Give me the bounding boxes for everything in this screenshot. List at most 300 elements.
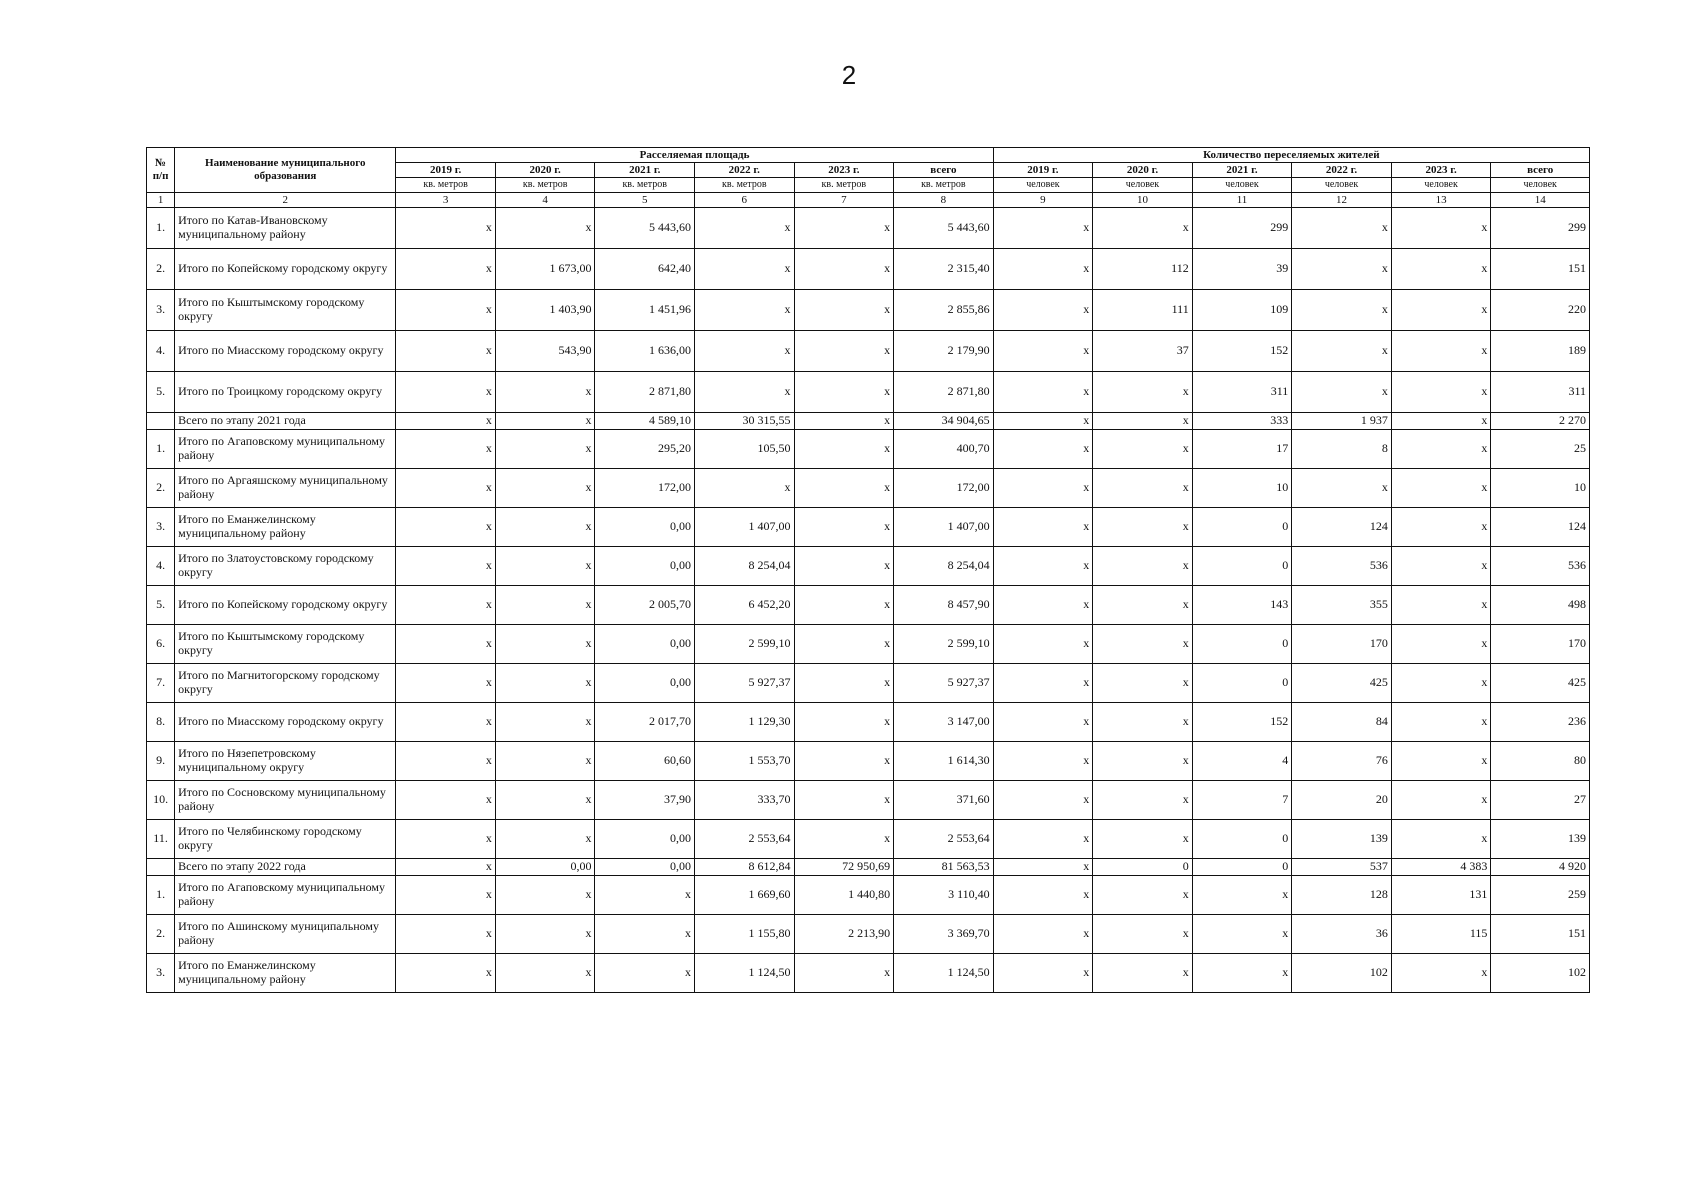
header-year: 2021 г.	[595, 163, 695, 178]
value-cell: x	[1093, 625, 1193, 664]
value-cell: 2 315,40	[894, 249, 994, 290]
value-cell: 0,00	[495, 859, 595, 876]
value-cell: 2 599,10	[695, 625, 795, 664]
table-row	[147, 208, 1590, 249]
value-cell: 115	[1391, 915, 1491, 954]
header-column-number: 2	[175, 193, 396, 208]
table-row	[147, 430, 1590, 469]
value-cell: 536	[1292, 547, 1392, 586]
municipality-name: Итого по Златоустовскому городскому округу	[175, 547, 396, 586]
value-cell: x	[495, 915, 595, 954]
table-row	[147, 876, 1590, 915]
value-cell: x	[794, 469, 894, 508]
header-name: Наименование муниципального образования	[175, 148, 396, 193]
value-cell: 124	[1491, 508, 1590, 547]
municipality-name: Итого по Миасскому городскому округу	[175, 703, 396, 742]
value-cell: 2 871,80	[595, 372, 695, 413]
value-cell: 220	[1491, 290, 1590, 331]
value-cell: x	[1391, 781, 1491, 820]
value-cell: 109	[1192, 290, 1292, 331]
value-cell: x	[993, 820, 1093, 859]
value-cell: 152	[1192, 703, 1292, 742]
value-cell: x	[396, 915, 496, 954]
value-cell: x	[1391, 742, 1491, 781]
municipality-name: Итого по Сосновскому муниципальному району	[175, 781, 396, 820]
table-row	[147, 249, 1590, 290]
row-number: 7.	[147, 664, 175, 703]
value-cell: 8 612,84	[695, 859, 795, 876]
value-cell: x	[1093, 372, 1193, 413]
value-cell: 1 407,00	[695, 508, 795, 547]
header-num: № п/п	[147, 148, 175, 193]
header-people-group: Количество переселяемых жителей	[993, 148, 1589, 163]
value-cell: 0	[1192, 625, 1292, 664]
value-cell: x	[1391, 290, 1491, 331]
value-cell: x	[993, 915, 1093, 954]
header-unit: человек	[1491, 178, 1590, 193]
header-column-number: 13	[1391, 193, 1491, 208]
header-year: 2020 г.	[495, 163, 595, 178]
value-cell: x	[794, 331, 894, 372]
header-column-number: 6	[695, 193, 795, 208]
value-cell: 4	[1192, 742, 1292, 781]
header-year: 2023 г.	[1391, 163, 1491, 178]
value-cell: 311	[1192, 372, 1292, 413]
value-cell: x	[794, 781, 894, 820]
value-cell: x	[396, 290, 496, 331]
header-column-number: 11	[1192, 193, 1292, 208]
value-cell: x	[396, 625, 496, 664]
table-row	[147, 742, 1590, 781]
value-cell: x	[794, 547, 894, 586]
municipality-name: Итого по Челябинскому городскому округу	[175, 820, 396, 859]
value-cell: 2 855,86	[894, 290, 994, 331]
value-cell: x	[396, 508, 496, 547]
value-cell: x	[1391, 208, 1491, 249]
value-cell: x	[396, 664, 496, 703]
value-cell: 333	[1192, 413, 1292, 430]
value-cell: x	[396, 372, 496, 413]
value-cell: x	[1093, 208, 1193, 249]
value-cell: x	[993, 372, 1093, 413]
value-cell: x	[794, 413, 894, 430]
value-cell: 105,50	[695, 430, 795, 469]
value-cell: x	[1093, 508, 1193, 547]
value-cell: x	[1192, 876, 1292, 915]
value-cell: 139	[1491, 820, 1590, 859]
value-cell: x	[695, 208, 795, 249]
value-cell: x	[695, 469, 795, 508]
value-cell: 0	[1192, 859, 1292, 876]
value-cell: 1 407,00	[894, 508, 994, 547]
value-cell: x	[396, 430, 496, 469]
value-cell: x	[1093, 413, 1193, 430]
value-cell: 112	[1093, 249, 1193, 290]
value-cell: x	[595, 915, 695, 954]
value-cell: x	[993, 249, 1093, 290]
header-unit: человек	[993, 178, 1093, 193]
table-row	[147, 469, 1590, 508]
value-cell: 143	[1192, 586, 1292, 625]
value-cell: 34 904,65	[894, 413, 994, 430]
value-cell: x	[495, 413, 595, 430]
value-cell: 0	[1192, 547, 1292, 586]
value-cell: x	[1391, 249, 1491, 290]
value-cell: 102	[1292, 954, 1392, 993]
value-cell: x	[396, 820, 496, 859]
row-number	[147, 859, 175, 876]
value-cell: x	[1093, 742, 1193, 781]
value-cell: 425	[1491, 664, 1590, 703]
value-cell: 128	[1292, 876, 1392, 915]
value-cell: 17	[1192, 430, 1292, 469]
value-cell: x	[794, 586, 894, 625]
value-cell: 543,90	[495, 331, 595, 372]
value-cell: x	[993, 331, 1093, 372]
value-cell: x	[1391, 430, 1491, 469]
value-cell: x	[396, 859, 496, 876]
value-cell: x	[495, 664, 595, 703]
value-cell: x	[396, 208, 496, 249]
value-cell: 8 254,04	[894, 547, 994, 586]
value-cell: 6 452,20	[695, 586, 795, 625]
header-area-group: Расселяемая площадь	[396, 148, 993, 163]
value-cell: 2 553,64	[695, 820, 795, 859]
value-cell: 5 443,60	[595, 208, 695, 249]
value-cell: x	[396, 742, 496, 781]
table-row	[147, 625, 1590, 664]
value-cell: 151	[1491, 915, 1590, 954]
header-year: 2020 г.	[1093, 163, 1193, 178]
value-cell: 4 589,10	[595, 413, 695, 430]
row-number: 4.	[147, 547, 175, 586]
value-cell: 2 871,80	[894, 372, 994, 413]
value-cell: x	[993, 742, 1093, 781]
value-cell: x	[1292, 331, 1392, 372]
value-cell: 8 457,90	[894, 586, 994, 625]
value-cell: 236	[1491, 703, 1590, 742]
value-cell: 37	[1093, 331, 1193, 372]
value-cell: 2 017,70	[595, 703, 695, 742]
value-cell: 2 599,10	[894, 625, 994, 664]
value-cell: 536	[1491, 547, 1590, 586]
value-cell: x	[993, 508, 1093, 547]
value-cell: 20	[1292, 781, 1392, 820]
municipality-name: Всего по этапу 2021 года	[175, 413, 396, 430]
value-cell: x	[1093, 586, 1193, 625]
table-row	[147, 331, 1590, 372]
header-column-number: 14	[1491, 193, 1590, 208]
value-cell: 0	[1093, 859, 1193, 876]
municipality-name: Итого по Копейскому городскому округу	[175, 586, 396, 625]
value-cell: 425	[1292, 664, 1392, 703]
value-cell: x	[1391, 547, 1491, 586]
value-cell: x	[993, 586, 1093, 625]
value-cell: 8	[1292, 430, 1392, 469]
value-cell: x	[794, 249, 894, 290]
row-number: 2.	[147, 249, 175, 290]
value-cell: 139	[1292, 820, 1392, 859]
value-cell: x	[1093, 469, 1193, 508]
row-number: 2.	[147, 915, 175, 954]
value-cell: x	[794, 954, 894, 993]
value-cell: x	[495, 508, 595, 547]
value-cell: 81 563,53	[894, 859, 994, 876]
header-unit: человек	[1093, 178, 1193, 193]
header-unit: человек	[1292, 178, 1392, 193]
value-cell: x	[993, 430, 1093, 469]
value-cell: 131	[1391, 876, 1491, 915]
table-row	[147, 508, 1590, 547]
row-number: 3.	[147, 954, 175, 993]
value-cell: 1 440,80	[794, 876, 894, 915]
value-cell: 333,70	[695, 781, 795, 820]
value-cell: 36	[1292, 915, 1392, 954]
value-cell: x	[1093, 703, 1193, 742]
value-cell: x	[993, 781, 1093, 820]
header-column-number: 9	[993, 193, 1093, 208]
value-cell: x	[1391, 372, 1491, 413]
municipality-name: Итого по Нязепетровскому муниципальному округу	[175, 742, 396, 781]
value-cell: x	[1391, 508, 1491, 547]
value-cell: x	[396, 413, 496, 430]
value-cell: x	[495, 208, 595, 249]
value-cell: 295,20	[595, 430, 695, 469]
header-row-groups	[147, 148, 1590, 163]
value-cell: x	[495, 742, 595, 781]
municipality-name: Итого по Агаповскому муниципальному району	[175, 876, 396, 915]
header-unit: кв. метров	[595, 178, 695, 193]
header-year: 2022 г.	[695, 163, 795, 178]
value-cell: x	[993, 469, 1093, 508]
value-cell: x	[993, 859, 1093, 876]
value-cell: 4 383	[1391, 859, 1491, 876]
value-cell: 39	[1192, 249, 1292, 290]
value-cell: 299	[1491, 208, 1590, 249]
value-cell: x	[1391, 331, 1491, 372]
value-cell: 7	[1192, 781, 1292, 820]
header-unit: кв. метров	[396, 178, 496, 193]
value-cell: 170	[1292, 625, 1392, 664]
value-cell: x	[495, 625, 595, 664]
value-cell: x	[794, 372, 894, 413]
header-year: всего	[894, 163, 994, 178]
header-unit: кв. метров	[695, 178, 795, 193]
value-cell: x	[993, 876, 1093, 915]
value-cell: 5 927,37	[695, 664, 795, 703]
value-cell: 2 270	[1491, 413, 1590, 430]
value-cell: 37,90	[595, 781, 695, 820]
row-number: 3.	[147, 290, 175, 331]
value-cell: 151	[1491, 249, 1590, 290]
value-cell: 259	[1491, 876, 1590, 915]
value-cell: 10	[1491, 469, 1590, 508]
value-cell: x	[1292, 372, 1392, 413]
value-cell: x	[1192, 915, 1292, 954]
header-year: 2023 г.	[794, 163, 894, 178]
value-cell: x	[396, 586, 496, 625]
header-year: 2022 г.	[1292, 163, 1392, 178]
value-cell: x	[1093, 820, 1193, 859]
value-cell: x	[1093, 664, 1193, 703]
municipality-name: Итого по Агаповскому муниципальному району	[175, 430, 396, 469]
value-cell: 172,00	[595, 469, 695, 508]
row-number: 1.	[147, 876, 175, 915]
row-number: 5.	[147, 372, 175, 413]
value-cell: 0	[1192, 820, 1292, 859]
value-cell: 1 129,30	[695, 703, 795, 742]
header-column-number: 4	[495, 193, 595, 208]
value-cell: x	[495, 547, 595, 586]
value-cell: x	[1093, 430, 1193, 469]
value-cell: x	[495, 430, 595, 469]
row-number: 6.	[147, 625, 175, 664]
value-cell: x	[1292, 469, 1392, 508]
value-cell: x	[1093, 954, 1193, 993]
header-column-number: 10	[1093, 193, 1193, 208]
value-cell: x	[1391, 413, 1491, 430]
value-cell: x	[495, 703, 595, 742]
value-cell: 102	[1491, 954, 1590, 993]
table-row	[147, 290, 1590, 331]
value-cell: x	[495, 372, 595, 413]
value-cell: 0,00	[595, 508, 695, 547]
value-cell: 0,00	[595, 547, 695, 586]
value-cell: 111	[1093, 290, 1193, 331]
value-cell: 371,60	[894, 781, 994, 820]
value-cell: 1 553,70	[695, 742, 795, 781]
municipality-name: Итого по Троицкому городскому округу	[175, 372, 396, 413]
value-cell: x	[1292, 290, 1392, 331]
header-year: 2019 г.	[396, 163, 496, 178]
value-cell: 0,00	[595, 664, 695, 703]
value-cell: x	[993, 547, 1093, 586]
value-cell: x	[1292, 249, 1392, 290]
table-row	[147, 372, 1590, 413]
value-cell: x	[495, 820, 595, 859]
value-cell: x	[695, 331, 795, 372]
value-cell: 2 213,90	[794, 915, 894, 954]
header-column-number: 1	[147, 193, 175, 208]
row-number: 5.	[147, 586, 175, 625]
value-cell: x	[396, 876, 496, 915]
value-cell: x	[1391, 703, 1491, 742]
header-column-number: 7	[794, 193, 894, 208]
value-cell: x	[993, 625, 1093, 664]
value-cell: 4 920	[1491, 859, 1590, 876]
value-cell: 3 110,40	[894, 876, 994, 915]
header-row-column-numbers	[147, 193, 1590, 208]
table-row	[147, 915, 1590, 954]
header-column-number: 3	[396, 193, 496, 208]
value-cell: 0	[1192, 508, 1292, 547]
header-unit: кв. метров	[794, 178, 894, 193]
value-cell: 642,40	[595, 249, 695, 290]
value-cell: x	[794, 820, 894, 859]
value-cell: x	[993, 954, 1093, 993]
value-cell: 0,00	[595, 859, 695, 876]
value-cell: x	[794, 208, 894, 249]
municipality-name: Итого по Кыштымскому городскому округу	[175, 625, 396, 664]
value-cell: x	[993, 290, 1093, 331]
value-cell: 1 636,00	[595, 331, 695, 372]
row-number: 9.	[147, 742, 175, 781]
value-cell: x	[396, 331, 496, 372]
value-cell: 1 673,00	[495, 249, 595, 290]
value-cell: x	[794, 290, 894, 331]
value-cell: 311	[1491, 372, 1590, 413]
table-row	[147, 586, 1590, 625]
value-cell: x	[396, 703, 496, 742]
value-cell: x	[993, 413, 1093, 430]
municipality-name: Итого по Кыштымскому городскому округу	[175, 290, 396, 331]
row-number: 10.	[147, 781, 175, 820]
value-cell: 5 927,37	[894, 664, 994, 703]
value-cell: x	[396, 954, 496, 993]
value-cell: 0,00	[595, 625, 695, 664]
value-cell: x	[1093, 781, 1193, 820]
value-cell: 152	[1192, 331, 1292, 372]
table-total-row	[147, 859, 1590, 876]
municipality-name: Итого по Миасскому городскому округу	[175, 331, 396, 372]
header-column-number: 5	[595, 193, 695, 208]
value-cell: x	[993, 703, 1093, 742]
municipality-name: Итого по Еманжелинскому муниципальному району	[175, 508, 396, 547]
table-row	[147, 547, 1590, 586]
header-unit: человек	[1391, 178, 1491, 193]
value-cell: 170	[1491, 625, 1590, 664]
header-unit: кв. метров	[894, 178, 994, 193]
value-cell: 2 179,90	[894, 331, 994, 372]
value-cell: 124	[1292, 508, 1392, 547]
header-unit: человек	[1192, 178, 1292, 193]
value-cell: x	[495, 876, 595, 915]
value-cell: x	[396, 249, 496, 290]
value-cell: x	[495, 469, 595, 508]
value-cell: x	[396, 547, 496, 586]
value-cell: x	[794, 430, 894, 469]
value-cell: 498	[1491, 586, 1590, 625]
municipality-name: Итого по Ашинскому муниципальному району	[175, 915, 396, 954]
value-cell: x	[1391, 586, 1491, 625]
value-cell: 72 950,69	[794, 859, 894, 876]
row-number: 2.	[147, 469, 175, 508]
value-cell: 355	[1292, 586, 1392, 625]
row-number	[147, 413, 175, 430]
value-cell: x	[794, 625, 894, 664]
value-cell: x	[1292, 208, 1392, 249]
value-cell: 299	[1192, 208, 1292, 249]
value-cell: x	[794, 703, 894, 742]
row-number: 11.	[147, 820, 175, 859]
value-cell: x	[595, 876, 695, 915]
value-cell: 8 254,04	[695, 547, 795, 586]
row-number: 8.	[147, 703, 175, 742]
value-cell: x	[695, 290, 795, 331]
value-cell: x	[495, 954, 595, 993]
value-cell: 3 369,70	[894, 915, 994, 954]
value-cell: x	[794, 508, 894, 547]
value-cell: x	[1391, 469, 1491, 508]
value-cell: x	[1093, 915, 1193, 954]
value-cell: x	[396, 781, 496, 820]
value-cell: 76	[1292, 742, 1392, 781]
value-cell: 60,60	[595, 742, 695, 781]
value-cell: x	[794, 664, 894, 703]
value-cell: x	[1391, 820, 1491, 859]
page-number: 2	[841, 60, 857, 90]
value-cell: 0,00	[595, 820, 695, 859]
